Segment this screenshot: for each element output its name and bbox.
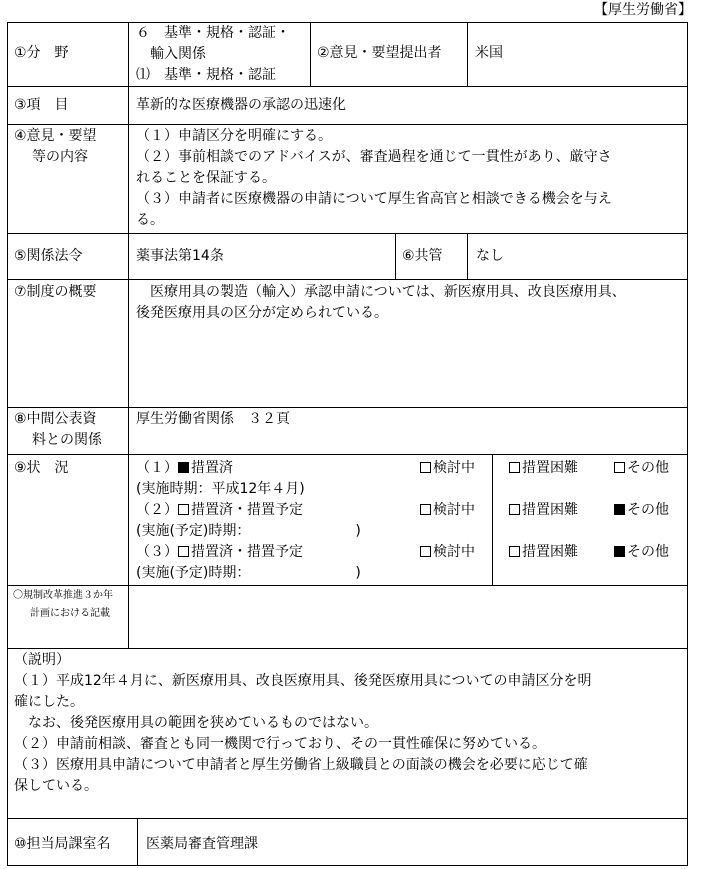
- status-measure-checkbox: [178, 546, 189, 557]
- field-value-line-1: ６ 基準・規格・認証・: [136, 25, 290, 41]
- request-label-line-1: ④意見・要望: [14, 128, 97, 144]
- request-line-3: れることを保証する。: [136, 170, 276, 186]
- status-row-1-other: [614, 458, 669, 479]
- status-review-label: 検討中: [433, 502, 475, 518]
- system-line-2: 後発医療用具の区分が定められている。: [136, 305, 388, 321]
- status-other-label: その他: [627, 502, 669, 518]
- status-other-checkbox: [614, 504, 625, 515]
- request-line-1: （１）申請区分を明確にする。: [136, 128, 332, 144]
- status-other-checkbox: [614, 546, 625, 557]
- system-label: ⑦制度の概要: [14, 284, 97, 300]
- status-row-2-difficult: [509, 500, 578, 521]
- status-label: ⑨状 況: [14, 460, 69, 476]
- status-row-1-review: [420, 458, 475, 479]
- status-measure-checkbox: [178, 462, 189, 473]
- explanation-line-3: 確にした。: [14, 694, 84, 710]
- explanation-line-2: （１）平成12年４月に、新医療用具、改良医療用具、後発医療用具についての申請区分を明: [14, 673, 592, 689]
- status-row-2-review: [420, 500, 475, 521]
- status-row-2-detail: (実施(予定)時期： ): [136, 523, 361, 539]
- status-difficult-label: 措置困難: [522, 544, 578, 560]
- status-row-2-other: [614, 500, 669, 521]
- status-row-3-other: [614, 542, 669, 563]
- status-other-label: その他: [627, 460, 669, 476]
- status-difficult-checkbox: [509, 462, 520, 473]
- status-difficult-checkbox: [509, 546, 520, 557]
- status-difficult-checkbox: [509, 504, 520, 515]
- interim-label-line-1: ⑧中間公表資: [14, 411, 97, 427]
- field-label: ①分 野: [14, 45, 69, 61]
- explanation-line-7: 保している。: [14, 778, 98, 794]
- status-row-number: （２）: [136, 502, 178, 518]
- status-row-number: （３）: [136, 544, 178, 560]
- status-measure-label: 措置済・措置予定: [191, 502, 303, 518]
- interim-label-line-2: 料との関係: [32, 432, 102, 448]
- status-review-checkbox: [420, 504, 431, 515]
- system-line-1: 医療用具の製造（輸入）承認申請については、新医療用具、改良医療用具、: [136, 284, 626, 300]
- request-line-4: （３）申請者に医療機器の申請について厚生省高官と相談できる機会を与え: [136, 191, 612, 207]
- status-difficult-label: 措置困難: [522, 460, 578, 476]
- status-review-checkbox: [420, 546, 431, 557]
- explanation-line-6: （３）医療用具申請について申請者と厚生労働省上級職員との面談の機会を必要に応じて確: [14, 757, 588, 773]
- field-value-line-2: 輸入関係: [136, 46, 206, 62]
- explanation-line-4: なお、後発医療用具の範囲を狭めているものではない。: [14, 715, 378, 731]
- request-label-line-2: 等の内容: [32, 149, 88, 165]
- law-value: 薬事法第14条: [136, 248, 224, 264]
- bureau-label: ⑩担当局課室名: [14, 836, 111, 852]
- plan-label-line-2: 計画における記載: [30, 608, 110, 619]
- law-label: ⑤関係法令: [14, 248, 83, 264]
- status-row-3-review: [420, 542, 475, 563]
- submitter-value: 米国: [475, 45, 503, 61]
- bureau-value: 医薬局審査管理課: [146, 836, 258, 852]
- joint-label: ⑥共管: [402, 248, 443, 264]
- status-review-label: 検討中: [433, 460, 475, 476]
- status-measure-label: 措置済・措置予定: [191, 544, 303, 560]
- explanation-line-1: （説明）: [14, 652, 70, 668]
- status-row-3-line-1: [136, 542, 303, 563]
- item-value: 革新的な医療機器の承認の迅速化: [136, 97, 346, 113]
- joint-value: なし: [476, 248, 504, 264]
- plan-label-line-1: 〇規制改革推進３か年: [13, 590, 113, 601]
- ministry-tag: 【厚生労働省】: [594, 2, 692, 18]
- request-line-5: る。: [136, 212, 164, 228]
- interim-value: 厚生労働省関係 ３２頁: [136, 411, 290, 427]
- status-measure-label: 措置済: [191, 460, 233, 476]
- status-measure-checkbox: [178, 504, 189, 515]
- request-line-2: （２）事前相談でのアドバイスが、審査過程を通じて一貫性があり、厳守さ: [136, 149, 612, 165]
- item-label: ③項 目: [14, 97, 69, 113]
- status-row-number: （１）: [136, 460, 178, 476]
- status-row-1-line-1: [136, 458, 233, 479]
- status-row-1-detail: (実施時期：平成12年４月): [136, 481, 305, 497]
- explanation-line-5: （２）申請前相談、審査とも同一機関で行っており、その一貫性確保に努めている。: [14, 736, 546, 752]
- status-review-label: 検討中: [433, 544, 475, 560]
- status-other-label: その他: [627, 544, 669, 560]
- status-other-checkbox: [614, 462, 625, 473]
- status-row-1-difficult: [509, 458, 578, 479]
- status-row-3-difficult: [509, 542, 578, 563]
- submitter-label: ②意見・要望提出者: [317, 45, 442, 61]
- status-row-3-detail: (実施(予定)時期： ): [136, 565, 361, 581]
- field-value-line-3: ⑴ 基準・規格・認証: [136, 67, 276, 83]
- status-row-2-line-1: [136, 500, 303, 521]
- status-review-checkbox: [420, 462, 431, 473]
- status-difficult-label: 措置困難: [522, 502, 578, 518]
